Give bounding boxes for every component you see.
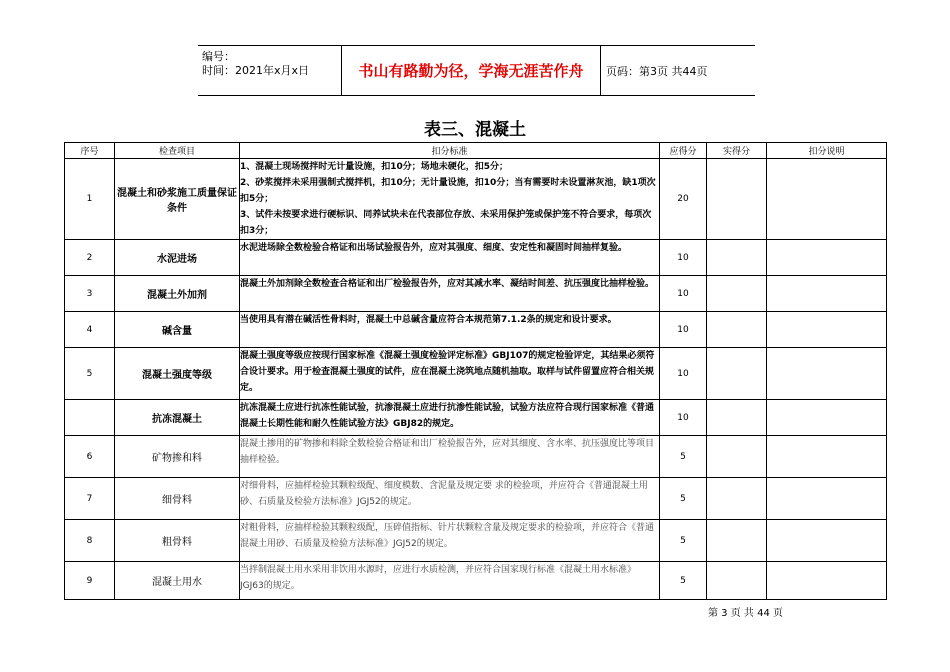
table-row <box>65 312 887 348</box>
row-remark[interactable] <box>767 312 887 348</box>
table-row <box>65 520 887 562</box>
page-footer: 第 3 页 共 44 页 <box>708 608 783 619</box>
header-page-info: 页码：第3页 共44页 <box>606 64 708 78</box>
row-score: 10 <box>660 348 707 400</box>
row-remark[interactable] <box>767 478 887 520</box>
col-header-item: 检查项目 <box>115 143 240 159</box>
row-criteria: 对细骨料，应抽样检验其颗粒级配、细度模数、含泥量及规定要 求的检验项，并应符合《普通混凝土用砂、石质量及检验方法标准》JGJ52的规定。 <box>240 478 660 520</box>
row-no: 4 <box>65 312 115 348</box>
col-header-criteria: 扣分标准 <box>240 143 660 159</box>
table-header-row <box>65 143 887 159</box>
row-score: 10 <box>660 276 707 312</box>
table-row <box>65 562 887 600</box>
table-row <box>65 478 887 520</box>
time-label: 时间：2021年x月x日 <box>202 64 310 77</box>
row-item: 碱含量 <box>115 312 240 348</box>
row-criteria: 1、混凝土现场搅拌时无计量设施，扣10分；场地未硬化，扣5分； 2、砂浆搅拌未采用强制式搅拌机，扣10分；无计量设施，扣10分；当有需要时未设置淋灰池，缺1项次扣5分； 3、试件未按要求进行硬标识、同养试块未在代表部位存放、未采用保护笼或保护笼不符合要求，每项次扣3分； <box>240 159 660 240</box>
row-no: 8 <box>65 520 115 562</box>
header-meta <box>198 46 342 95</box>
row-criteria: 当拌制混凝土用水采用非饮用水源时，应进行水质检测，并应符合国家现行标准《混凝土用水标准》JGJ63的规定。 <box>240 562 660 600</box>
table-row <box>65 159 887 240</box>
table-row <box>65 276 887 312</box>
header-motto: 书山有路勤为径，学海无涯苦作舟 <box>342 46 601 95</box>
row-remark[interactable] <box>767 436 887 478</box>
row-score: 5 <box>660 520 707 562</box>
row-no: 2 <box>65 240 115 276</box>
row-score: 5 <box>660 562 707 600</box>
row-score: 10 <box>660 400 707 436</box>
row-criteria: 混凝土掺用的矿物掺和料除全数检验合格证和出厂检验报告外，应对其细度、含水率、抗压强度比等项目抽样检验。 <box>240 436 660 478</box>
inspection-table <box>64 142 887 600</box>
row-score: 20 <box>660 159 707 240</box>
row-item: 混凝土外加剂 <box>115 276 240 312</box>
row-criteria: 混凝土强度等级应按现行国家标准《混凝土强度检验评定标准》GBJ107的规定检验评定，其结果必须符合设计要求。用于检查混凝土强度的试件，应在混凝土浇筑地点随机抽取。取样与试件留置应符合相关规定。 <box>240 348 660 400</box>
row-score: 5 <box>660 436 707 478</box>
row-score: 10 <box>660 240 707 276</box>
page-title: 表三、混凝土 <box>424 120 526 140</box>
row-remark[interactable] <box>767 348 887 400</box>
row-item: 矿物掺和料 <box>115 436 240 478</box>
table-row <box>65 400 887 436</box>
code-label: 编号： <box>202 50 235 63</box>
row-actual[interactable] <box>707 348 767 400</box>
row-actual[interactable] <box>707 520 767 562</box>
table-row <box>65 240 887 276</box>
row-criteria: 水泥进场除全数检验合格证和出场试验报告外，应对其强度、细度、安定性和凝固时间抽样复验。 <box>240 240 660 276</box>
row-no: 3 <box>65 276 115 312</box>
row-item: 混凝土和砂浆施工质量保证条件 <box>115 159 240 240</box>
row-item: 抗冻混凝土 <box>115 400 240 436</box>
row-no: 5 <box>65 348 115 400</box>
document-header <box>198 45 755 96</box>
table-row <box>65 436 887 478</box>
row-criteria: 对粗骨料，应抽样检验其颗粒级配，压碎值指标、针片状颗粒含量及规定要求的检验项，并应符合《普通混凝土用砂、石质量及检验方法标准》JGJ52的规定。 <box>240 520 660 562</box>
row-actual[interactable] <box>707 159 767 240</box>
row-score: 10 <box>660 312 707 348</box>
row-criteria: 当使用具有潜在碱活性骨料时，混凝土中总碱含量应符合本规范第7.1.2条的规定和设计要求。 <box>240 312 660 348</box>
row-score: 5 <box>660 478 707 520</box>
row-remark[interactable] <box>767 240 887 276</box>
row-no: 7 <box>65 478 115 520</box>
row-remark[interactable] <box>767 562 887 600</box>
row-item: 水泥进场 <box>115 240 240 276</box>
row-no: 1 <box>65 159 115 240</box>
row-no: 6 <box>65 436 115 478</box>
row-item: 粗骨料 <box>115 520 240 562</box>
row-actual[interactable] <box>707 478 767 520</box>
row-item: 混凝土强度等级 <box>115 348 240 400</box>
row-actual[interactable] <box>707 312 767 348</box>
row-remark[interactable] <box>767 159 887 240</box>
row-actual[interactable] <box>707 436 767 478</box>
row-actual[interactable] <box>707 400 767 436</box>
table-row <box>65 348 887 400</box>
row-no: 9 <box>65 562 115 600</box>
row-criteria: 混凝土外加剂除全数检查合格证和出厂检验报告外，应对其减水率、凝结时间差、抗压强度比抽样检验。 <box>240 276 660 312</box>
row-no <box>65 400 115 436</box>
row-actual[interactable] <box>707 240 767 276</box>
row-actual[interactable] <box>707 276 767 312</box>
row-item: 细骨料 <box>115 478 240 520</box>
row-actual[interactable] <box>707 562 767 600</box>
col-header-actual: 实得分 <box>707 143 767 159</box>
col-header-score: 应得分 <box>660 143 707 159</box>
row-criteria: 抗冻混凝土应进行抗冻性能试验，抗渗混凝土应进行抗渗性能试验，试验方法应符合现行国家标准《普通混凝土长期性能和耐久性能试验方法》GBJ82的规定。 <box>240 400 660 436</box>
row-remark[interactable] <box>767 276 887 312</box>
row-remark[interactable] <box>767 520 887 562</box>
row-item: 混凝土用水 <box>115 562 240 600</box>
col-header-no: 序号 <box>65 143 115 159</box>
col-header-remark: 扣分说明 <box>767 143 887 159</box>
row-remark[interactable] <box>767 400 887 436</box>
